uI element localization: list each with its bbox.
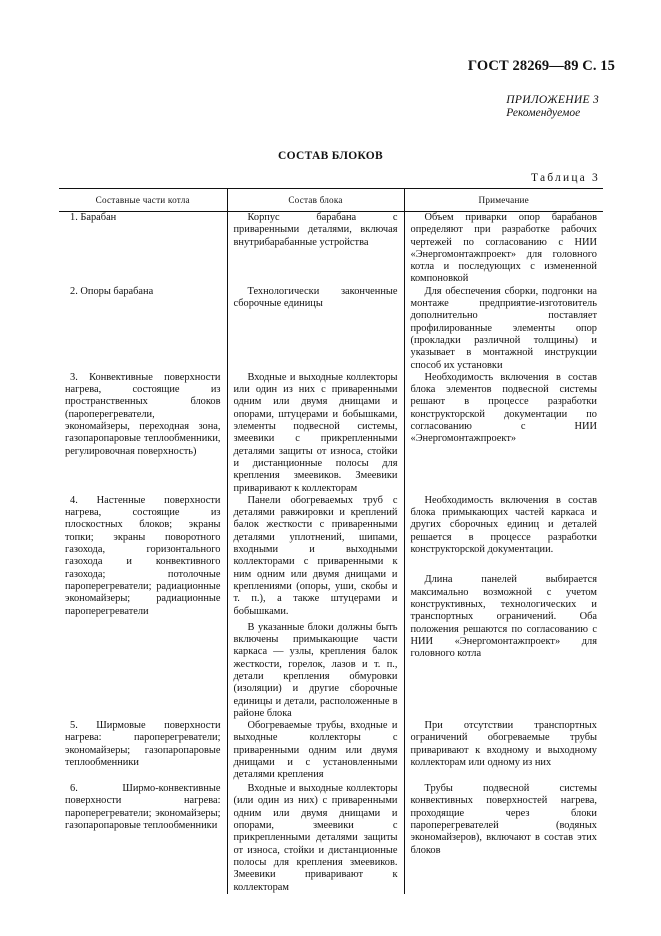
cell-note: Для обеспечения сборки, подгонки на монтаже предприятие-изготовитель дополнительно поставляет профилированные элементы опор (прокладки различной толщины) и указывает в монтажной инструкции способ их установки — [404, 286, 603, 372]
cell-part: 2. Опоры барабана — [70, 285, 154, 297]
appendix-label: ПРИЛОЖЕНИЕ 3 — [506, 94, 599, 106]
cell-composition: Технологически законченные сборочные единицы — [227, 286, 404, 372]
column-header-note: Примечание — [404, 189, 603, 212]
cell-composition: Корпус барабана с приваренными деталями, включая внутрибарабанные устройства — [227, 212, 404, 286]
appendix-block — [506, 94, 599, 120]
blocks-table — [59, 188, 603, 894]
table-row — [59, 495, 603, 720]
cell-note: Объем приварки опор барабанов определяют при разработке рабочих чертежей по согласованию с НИИ «Энергомонтажпроект» для головного котла и последующих с измененной компоновкой — [404, 212, 603, 286]
cell-part: 1. Барабан — [70, 212, 117, 223]
cell-composition: Входные и выходные коллекторы (или один из них) с приваренными одним или двумя днищами и опорами, змеевики с прикрепленными деталями защиты от износа, стойки и дистанционные полосы для крепления змеевиков. Змеевики приваривают к коллекторам — [227, 783, 404, 894]
table-row — [59, 372, 603, 495]
standard-number: ГОСТ 28269—89 С. 15 — [467, 58, 615, 74]
table-row — [59, 783, 603, 894]
table-header-row — [59, 189, 603, 212]
cell-part: 6. Ширмо-конвективные поверхности нагрева: пароперегреватели; экономайзеры; газопаропаровые теплообменники — [65, 783, 221, 832]
cell-composition: Обогреваемые трубы, входные и выходные коллекторы с приваренными одним или двумя днищами и с установленными деталями крепления — [227, 720, 404, 783]
cell-note: Трубы подвесной системы конвективных поверхностей нагрева, проходящие через блоки пароперегревателей (водяных экономайзеров), включают в состав этих блоков — [404, 783, 603, 894]
cell-composition: Входные и выходные коллекторы или один из них с приваренными одним или двумя днищами и опорами, штуцерами и бобышками, элементы подвесной системы, змеевики с прикрепленными деталями защиты от износа, стойки и дистанционные полосы для крепления змеевиков. Змеевики приваривают к коллекторам — [227, 372, 404, 495]
cell-part: 5. Ширмовые поверхности нагрева: пароперегреватели; экономайзеры; газопаропаровые теплообменники — [65, 720, 221, 769]
table-row — [59, 286, 603, 372]
document-title: СОСТАВ БЛОКОВ — [277, 150, 384, 162]
cell-part: 3. Конвективные поверхности нагрева, состоящие из пространственных блоков (пароперегреватели, экономайзеры, переходная зона, газопаропаровые теплообменники, регулировочная поверхность) — [65, 371, 221, 457]
table-row — [59, 720, 603, 783]
cell-note: Необходимость включения в состав блока примыкающих частей каркаса и других сборочных единиц и деталей решается в процессе разработки конструкторской документации. Длина панелей выбирается максимально возможной с учетом конструктивных, технологических и транспортных ограничений. Оба положения решаются по согласованию с НИИ «Энергомонтажпроект» для головного котла — [404, 495, 603, 720]
cell-composition: Панели обогреваемых труб с деталями равжировки и креплений балок жесткости с приваренными деталями уплотнений, шипами, входными и выходными коллекторами с приваренными к ним одним или двумя днищами и креплениями (опоры, уши, скобы и т. п.), а также штуцерами и бобышками. В указанные блоки должны быть включены примыкающие части каркаса — узлы, крепления балок жесткости, горелок, лазов и т. п., детали крепления обмуровки (изоляции) и другие сборочные единицы и детали, расположенные в районе блока — [227, 495, 404, 720]
column-header-parts: Составные части котла — [59, 189, 227, 212]
table-row — [59, 212, 603, 286]
column-header-composition: Состав блока — [227, 189, 404, 212]
cell-note: Необходимость включения в состав блока элементов подвесной системы решают в процессе разработки конструкторской документации по согласованию с НИИ «Энергомонтажпроект» — [404, 372, 603, 495]
appendix-note: Рекомендуемое — [506, 107, 581, 119]
cell-part: 4. Настенные поверхности нагрева, состоящие из плоскостных блоков; экраны топки; экраны поворотного газохода, горизонтального газохода и конвективного газохода; потолочные пароперегреватели; радиационные экономайзеры; радиационные пароперегреватели — [65, 494, 221, 617]
cell-note: При отсутствии транспортных ограничений обогреваемые трубы приваривают к входному и выходному коллекторам или одному из них — [404, 720, 603, 783]
table-label: Таблица 3 — [531, 172, 600, 184]
